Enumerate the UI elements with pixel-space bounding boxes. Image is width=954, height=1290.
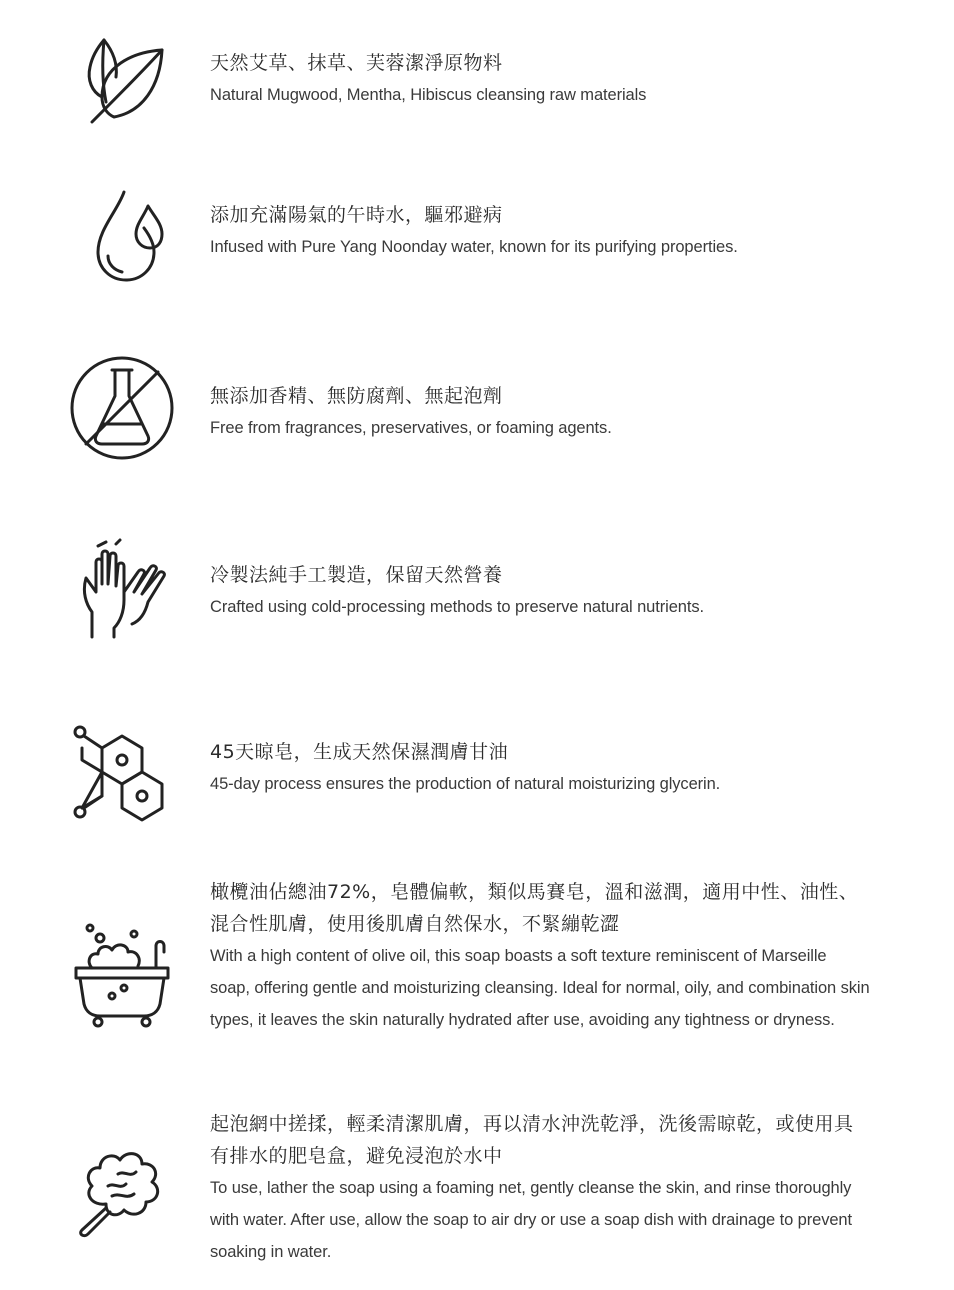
- feature-title-zh: 45天晾皂，生成天然保濕潤膚甘油: [210, 741, 509, 763]
- leaf-icon: [62, 22, 182, 142]
- molecule-icon: [62, 714, 182, 834]
- feature-desc-en: Crafted using cold-processing methods to preserve natural nutrients.: [210, 598, 704, 616]
- no-chemicals-icon: [62, 348, 182, 468]
- feature-desc-en: With a high content of olive oil, this soap boasts a soft texture reminiscent of Marseille soap, offering gentle and moisturizing cleansing. Ideal for normal, oily, and combination skin types, it leaves the skin naturally hydrated after use, avoiding any tightness or dryness.: [210, 947, 870, 1029]
- feature-desc-en: 45-day process ensures the production of natural moisturizing glycerin.: [210, 775, 721, 793]
- hands-icon: [62, 532, 182, 652]
- feature-title-zh: 橄欖油佔總油72%，皂體偏軟，類似馬賽皂，溫和滋潤，適用中性、油性、混合性肌膚，使用後肌膚自然保水，不緊繃乾澀: [210, 881, 859, 935]
- feature-desc-en: To use, lather the soap using a foaming net, gently cleanse the skin, and rinse thoroughly with water. After use, allow the soap to air dry or use a soap dish with drainage to prevent soaking in water.: [210, 1179, 852, 1261]
- feature-desc-en: Infused with Pure Yang Noonday water, known for its purifying properties.: [210, 238, 738, 256]
- feature-title-zh: 無添加香精、無防腐劑、無起泡劑: [210, 385, 503, 407]
- foaming-net-icon: [62, 1126, 182, 1246]
- water-drops-icon: [62, 180, 182, 300]
- feature-desc-en: Natural Mugwood, Mentha, Hibiscus cleansing raw materials: [210, 86, 647, 104]
- bathtub-icon: [62, 912, 182, 1032]
- feature-title-zh: 添加充滿陽氣的午時水，驅邪避病: [210, 204, 503, 226]
- feature-title-zh: 冷製法純手工製造，保留天然營養: [210, 564, 503, 586]
- feature-title-zh: 天然艾草、抹草、芙蓉潔淨原物料: [210, 52, 503, 74]
- feature-title-zh: 起泡網中搓揉，輕柔清潔肌膚，再以清水沖洗乾淨，洗後需晾乾，或使用具有排水的肥皂盒，避免浸泡於水中: [210, 1113, 854, 1167]
- feature-desc-en: Free from fragrances, preservatives, or foaming agents.: [210, 419, 612, 437]
